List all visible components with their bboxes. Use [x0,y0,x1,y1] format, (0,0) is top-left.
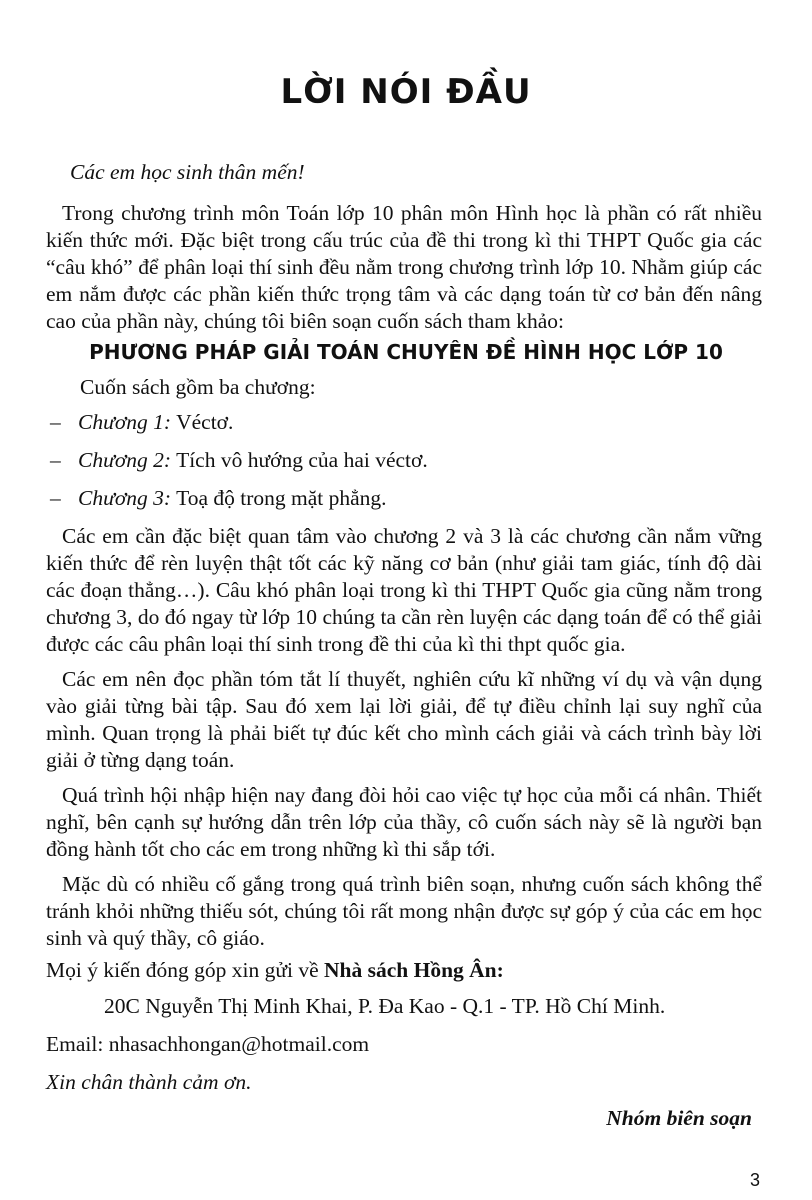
signature: Nhóm biên soạn [606,1106,752,1130]
book-title: PHƯƠNG PHÁP GIẢI TOÁN CHUYÊN ĐỀ HÌNH HỌC LỚP 10 [89,340,723,364]
page-number: 3 [749,1170,760,1190]
list-dash: – [50,410,61,434]
chapter-item [50,448,428,473]
paragraph-self-study: Quá trình hội nhập hiện nay đang đòi hỏi cao việc tự học của mỗi cá nhân. Thiết nghĩ, bên cạnh sự hướng dẫn trên lớp của thầy, cô cuốn sách này sẽ là người bạn đồng hành tốt cho các em trong những kì thi sắp tới. [46,783,762,861]
paragraph-intro: Trong chương trình môn Toán lớp 10 phân môn Hình học là phần có rất nhiều kiến thức mới. Đặc biệt trong cấu trúc của đề thi trong kì thi THPT Quốc gia các “câu khó” để phân loại thí sinh đều nằm trong chương trình lớp 10. Nhằm giúp các em nắm được các phần kiến thức trọng tâm và các dạng toán từ cơ bản đến nâng cao của phần này, chúng tôi biên soạn cuốn sách tham khảo: [46,201,762,333]
email-label: Email: [46,1032,104,1056]
chapter-topic: Véctơ. [176,410,234,434]
publisher-name: Nhà sách Hồng Ân: [324,958,504,982]
chapter-item [50,486,387,511]
chapter-name: Chương 1: [78,410,172,434]
chapter-topic: Toạ độ trong mặt phẳng. [176,486,387,510]
thanks-line: Xin chân thành cảm ơn. [46,1070,252,1094]
chapter-item [50,410,233,435]
greeting: Các em học sinh thân mến! [70,160,305,184]
paragraph-feedback: Mặc dù có nhiều cố gắng trong quá trình biên soạn, nhưng cuốn sách không thể tránh khỏi những thiếu sót, chúng tôi rất mong nhận được sự góp ý của các em học sinh và quý thầy, cô giáo. [46,872,762,950]
publisher-address: 20C Nguyễn Thị Minh Khai, P. Đa Kao - Q.1 - TP. Hồ Chí Minh. [104,994,666,1018]
chapter-name: Chương 2: [78,448,172,472]
page-title: LỜI NÓI ĐẦU [280,72,532,112]
chapters-intro: Cuốn sách gồm ba chương: [80,375,316,399]
paragraph-chapters-focus: Các em cần đặc biệt quan tâm vào chương 2 và 3 là các chương cần nắm vững kiến thức để rèn luyện thật tốt các kỹ năng cơ bản (như giải tam giác, tính độ dài các đoạn thẳng…). Câu khó phân loại trong kì thi THPT Quốc gia cũng nằm trong chương 3, do đó ngay từ lớp 10 chúng ta cần rèn luyện các dạng toán để có thể giải được các câu phân loại thí sinh trong đề thi của kì thi thpt quốc gia. [46,524,762,656]
paragraph-study-advice: Các em nên đọc phần tóm tắt lí thuyết, nghiên cứu kĩ những ví dụ và vận dụng vào giải từng bài tập. Sau đó xem lại lời giải, để tự điều chỉnh lại suy nghĩ của mình. Quan trọng là phải biết tự đúc kết cho mình cách giải và cách trình bày lời giải ở từng dạng toán. [46,667,762,772]
email-line [46,1032,369,1057]
email-address: nhasachhongan@hotmail.com [108,1032,370,1056]
contact-intro: Mọi ý kiến đóng góp xin gửi về [46,958,319,982]
chapter-name: Chương 3: [78,486,172,510]
list-dash: – [50,486,61,510]
contact-intro-line [46,958,504,983]
chapter-topic: Tích vô hướng của hai véctơ. [176,448,428,472]
list-dash: – [50,448,61,472]
